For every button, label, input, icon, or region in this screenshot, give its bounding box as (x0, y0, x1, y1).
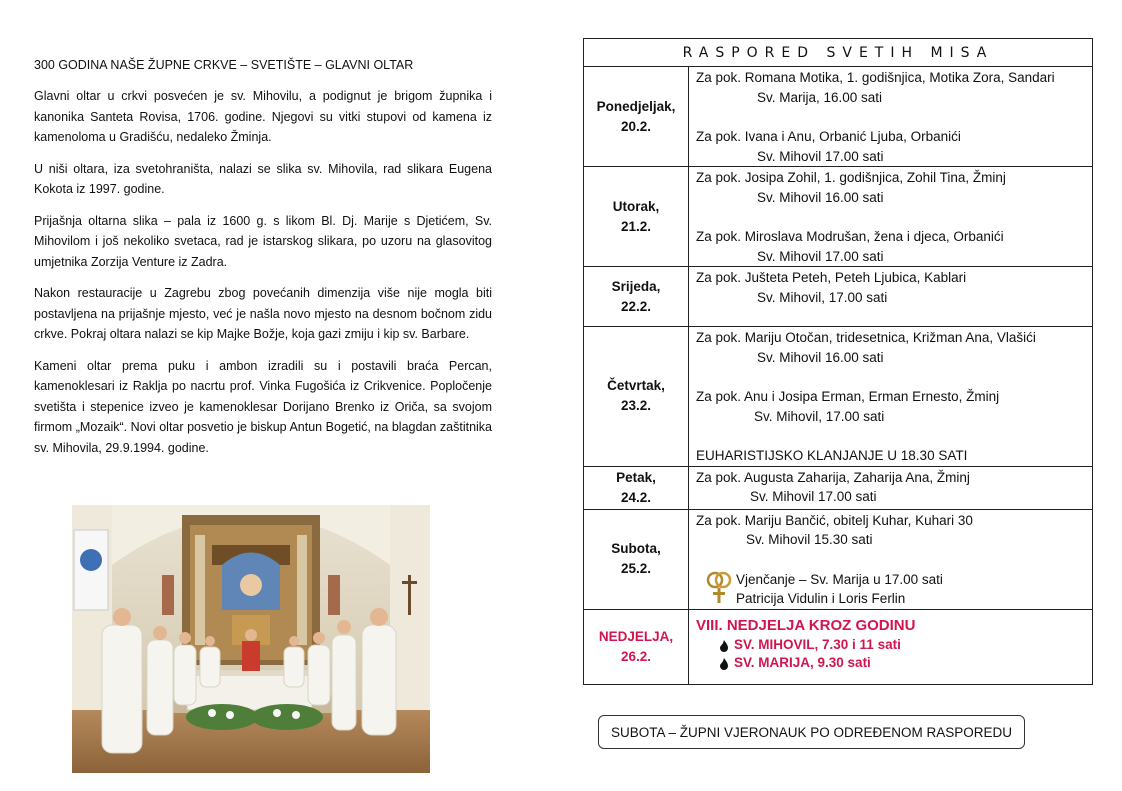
sunday-title: VIII. NEDJELJA KROZ GODINU (696, 616, 916, 634)
day-name: Četvrtak, (607, 378, 665, 394)
day-name: NEDJELJA, (598, 628, 674, 644)
mass-time: Sv. Mihovil, 17.00 sati (754, 408, 885, 424)
day-cell-thursday (584, 327, 689, 467)
day-date: 26.2. (620, 648, 652, 664)
day-name: Subota, (611, 541, 661, 556)
day-name: Ponedjeljak, (596, 98, 676, 114)
day-cell-monday (584, 67, 689, 167)
article-paragraph: Glavni oltar u crkvi posvećen je sv. Mihovilu, a podignut je brigom župnika i kanonika Santeta Rovisa, 1706. godine. Njegovi su vitki stupovi od kamena iz kamenoloma u Gradišću, nedaleko Žminja. (34, 89, 492, 144)
entries-tuesday (689, 167, 1093, 267)
mass-time: Sv. Mihovil 17.00 sati (757, 248, 884, 264)
entries-monday (689, 67, 1093, 167)
entries-thursday (689, 327, 1093, 467)
mass-time: Sv. Mihovil 16.00 sati (757, 189, 884, 205)
day-name: Srijeda, (611, 278, 661, 294)
article-paragraph: Nakon restauracije u Zagrebu zbog povećanih dimenzija više nije mogla biti postavljena na prijašnje mjesto, već je našla novo mjesto na desnom bočnom zidu crkve. Pokraj oltara nalazi se kip Majke Božje, koja gazi zmiju i kip sv. Barbare. (34, 286, 492, 341)
mass-time: Sv. Mihovil 17.00 sati (750, 489, 877, 504)
day-cell-sunday (584, 609, 689, 684)
day-date: 21.2. (620, 218, 652, 234)
mass-intention: Za pok. Mariju Bančić, obitelj Kuhar, Kuhari 30 (696, 512, 973, 528)
entries-sunday (689, 609, 1093, 684)
wedding-entry (696, 570, 1092, 609)
mass-intention: Za pok. Anu i Josipa Erman, Erman Ernesto, Žminj (696, 389, 1000, 404)
entries-friday (689, 466, 1093, 509)
day-name: Petak, (616, 469, 656, 485)
sunday-mass (696, 636, 1092, 654)
mass-intention: Za pok. Augusta Zaharija, Zaharija Ana, Žminj (696, 469, 970, 485)
sunday-mass (696, 654, 1092, 672)
article-heading: 300 GODINA NAŠE ŽUPNE CRKVE – SVETIŠTE – GLAVNI OLTAR (34, 58, 414, 72)
mass-schedule-table (583, 38, 1093, 685)
article-paragraph: Kameni oltar prema puku i ambon izradili su i postavili braća Percan, kamenoklesari iz Raklja po nacrtu prof. Vinka Fugošića iz Crikvenice. Popločenje svetišta i stepenice izveo je kamenoklesar Dorijano Brenko iz Oriča, sa svojom firmom „Mozaik“. Novi oltar posvetio je biskup Antun Bogetić, na blagdan zaštitnika sv. Mihovila, 29.9.1994. godine. (34, 358, 492, 455)
mass-intention: Za pok. Mariju Otočan, tridesetnica, Križman Ana, Vlašići (696, 330, 1036, 345)
day-cell-saturday (584, 509, 689, 609)
mass-intention: Za pok. Josipa Zohil, 1. godišnjica, Zohil Tina, Žminj (696, 170, 1006, 185)
article-paragraph: U niši oltara, iza svetohraništa, nalazi se slika sv. Mihovila, rad slikara Eugena Kokota iz 1997. godine. (34, 161, 492, 196)
adoration-note: EUHARISTIJSKO KLANJANJE U 18.30 SATI (696, 448, 968, 463)
mass-intention: Za pok. Miroslava Modrušan, žena i djeca, Orbanići (696, 229, 1004, 244)
altar-photo (72, 505, 430, 773)
mass-time: Sv. Mihovil 17.00 sati (757, 148, 884, 164)
wedding-line: Vjenčanje – Sv. Marija u 17.00 sati (736, 571, 943, 587)
day-name: Utorak, (612, 198, 660, 214)
flame-icon (720, 657, 728, 675)
mass-time: Sv. Mihovil 15.30 sati (746, 532, 873, 547)
entries-wednesday (689, 267, 1093, 327)
sunday-mass-text: SV. MARIJA, 9.30 sati (734, 654, 871, 670)
day-date: 22.2. (620, 298, 652, 314)
mass-intention: Za pok. Jušteta Peteh, Peteh Ljubica, Kablari (696, 270, 967, 285)
schedule-title: RASPORED SVETIH MISA (584, 39, 1093, 67)
sunday-mass-text: SV. MIHOVIL, 7.30 i 11 sati (734, 636, 901, 652)
day-cell-tuesday (584, 167, 689, 267)
mass-time: Sv. Mihovil 16.00 sati (757, 349, 884, 365)
mass-time: Sv. Mihovil, 17.00 sati (757, 289, 888, 305)
day-date: 24.2. (620, 489, 652, 505)
wedding-couple: Patricija Vidulin i Loris Ferlin (736, 591, 906, 606)
wedding-rings-icon (704, 570, 734, 610)
article-paragraph: Prijašnja oltarna slika – pala iz 1600 g. s likom Bl. Dj. Marije s Djetićem, Sv. Mihovilom i još nekoliko svetaca, rad je istarskog slikara, po uzoru na glasovitog umjetnika Zorzija Venture iz Zadra. (34, 213, 492, 269)
mass-intention: Za pok. Ivana i Anu, Orbanić Ljuba, Orbanići (696, 129, 961, 144)
article (34, 58, 492, 469)
day-date: 20.2. (620, 118, 652, 134)
entries-saturday (689, 509, 1093, 609)
day-cell-wednesday (584, 267, 689, 327)
mass-time: Sv. Marija, 16.00 sati (757, 89, 883, 105)
day-cell-friday (584, 466, 689, 509)
religious-education-notice: SUBOTA – ŽUPNI VJERONAUK PO ODREĐENOM RASPOREDU (598, 715, 1025, 749)
day-date: 25.2. (620, 561, 652, 576)
mass-intention: Za pok. Romana Motika, 1. godišnjica, Motika Zora, Sandari (696, 70, 1055, 85)
day-date: 23.2. (620, 398, 652, 414)
